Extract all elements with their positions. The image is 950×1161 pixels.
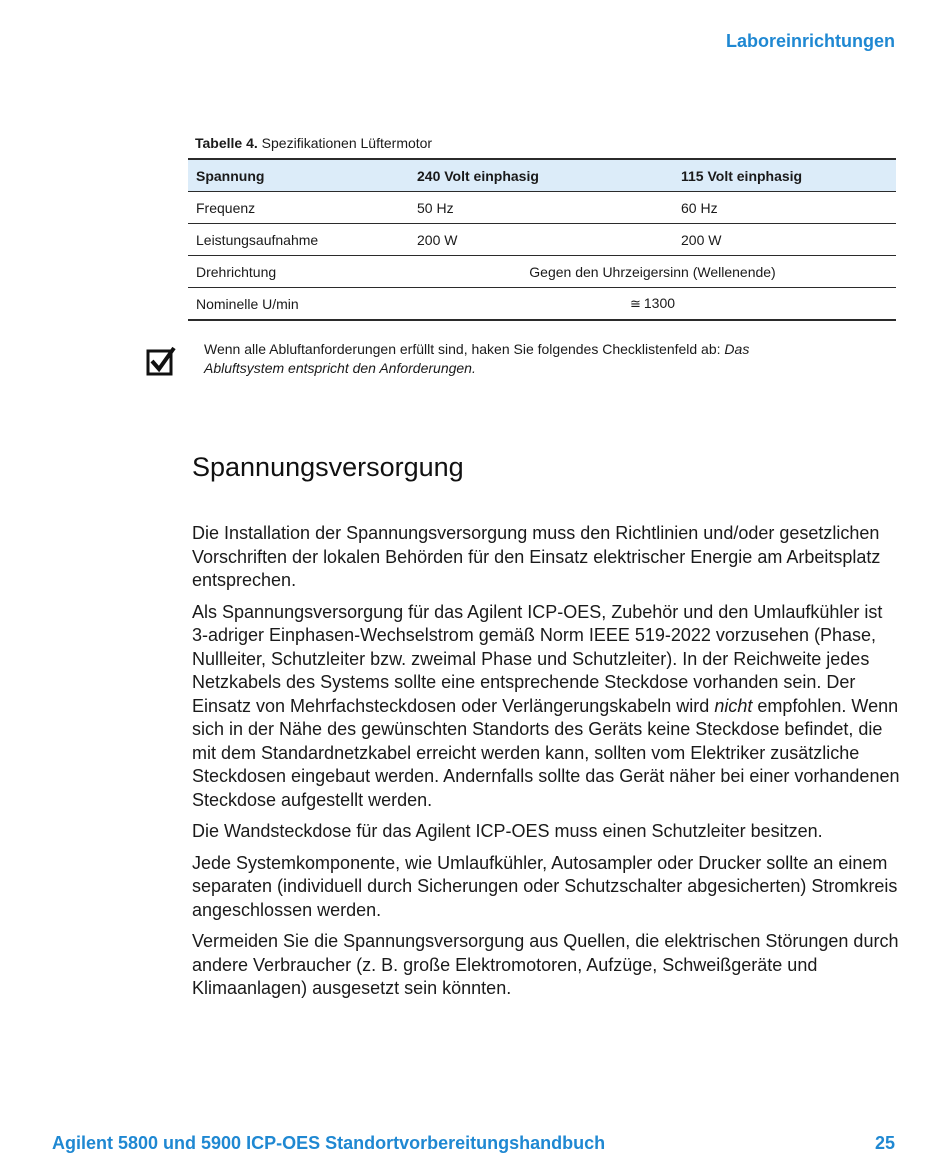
row-label: Frequenz [188,192,409,224]
table-cell: 50 Hz [409,192,673,224]
table-caption-text: Spezifikationen Lüftermotor [261,135,433,151]
section-body [192,522,902,1009]
row-label: Leistungsaufnahme [188,224,409,256]
merged-cell: Gegen den Uhrzeigersinn (Wellenende) [409,256,896,288]
row-label: Nominelle U/min [188,288,409,321]
column-header: 240 Volt einphasig [409,159,673,192]
paragraph: Vermeiden Sie die Spannungsversorgung aus Quellen, die elektrischen Störungen durch andere Verbraucher (z. B. große Elektromotoren, Aufzüge, Schweißgeräte und Klimaanlagen) ausgesetzt sein könnten. [192,931,899,998]
table-row [188,288,896,321]
paragraph: Die Wandsteckdose für das Agilent ICP-OES muss einen Schutzleiter besitzen. [192,821,823,841]
paragraph-part: empfohlen. Wenn sich in der Nähe des gewünschten Standorts des Geräts keine Steckdose befindet, die mit dem Standardnetzkabel erreicht werden kann, sollten vom Elektriker zusätzliche Steckdosen eingebaut werden. Andernfalls sollte das Gerät näher bei einer vorhandenen Steckdose aufgestellt werden. [192,695,900,810]
checklist-text: Wenn alle Abluftanforderungen erfüllt sind, haken Sie folgendes Checklistenfeld ab: [204,341,725,357]
spec-table [188,158,896,321]
table-cell: 200 W [673,224,896,256]
page-number: 25 [874,1133,895,1153]
paragraph-part: Als Spannungsversorgung für das Agilent ICP-OES, Zubehör und den Umlaufkühler ist 3-adriger Einphasen-Wechselstrom gemäß Norm IEEE 519-2022 vorzusehen (Phase, Nullleiter, Schutzleiter bzw. zweimal Phase und Schutzleiter). In der Reichweite jedes Netzkabels des Systems sollte eine entsprechende Steckdose vorhanden sein. Der Einsatz von Mehrfachsteckdosen oder Verlängerungskabeln wird [192,601,883,716]
checklist-italic-text: Das Abluftsystem entspricht den Anforderungen. [204,341,750,376]
checked-box-icon [146,346,176,376]
footer-title: Agilent 5800 und 5900 ICP-OES Standortvorbereitungshandbuch [52,1133,606,1153]
table-caption [195,135,432,151]
paragraph: Jede Systemkomponente, wie Umlaufkühler, Autosampler oder Drucker sollte an einem separaten (individuell durch Sicherungen oder Schutzschalter abgesicherten) Stromkreis angeschlossen werden. [192,852,898,920]
merged-cell [409,288,896,321]
table-header-row [188,159,896,192]
emphasis: nicht [714,695,753,716]
table-row [188,224,896,256]
approx-symbol: ≅ [629,296,641,311]
table-cell: 200 W [409,224,673,256]
checklist-note [204,340,824,378]
row-label: Drehrichtung [188,256,409,288]
column-header: Spannung [188,159,409,192]
table-caption-label: Tabelle 4. [195,135,258,151]
paragraph: Die Installation der Spannungsversorgung muss den Richtlinien und/oder gesetzlichen Vorschriften der lokalen Behörden für den Einsatz elektrischer Energie am Arbeitsplatz entsprechen. [192,523,881,590]
table-row [188,192,896,224]
rpm-value: 1300 [643,295,676,311]
running-header: Laboreinrichtungen [725,31,895,51]
paragraph [192,601,902,813]
table-cell: 60 Hz [673,192,896,224]
section-title: Spannungsversorgung [192,452,464,482]
table-row [188,256,896,288]
column-header: 115 Volt einphasig [673,159,896,192]
